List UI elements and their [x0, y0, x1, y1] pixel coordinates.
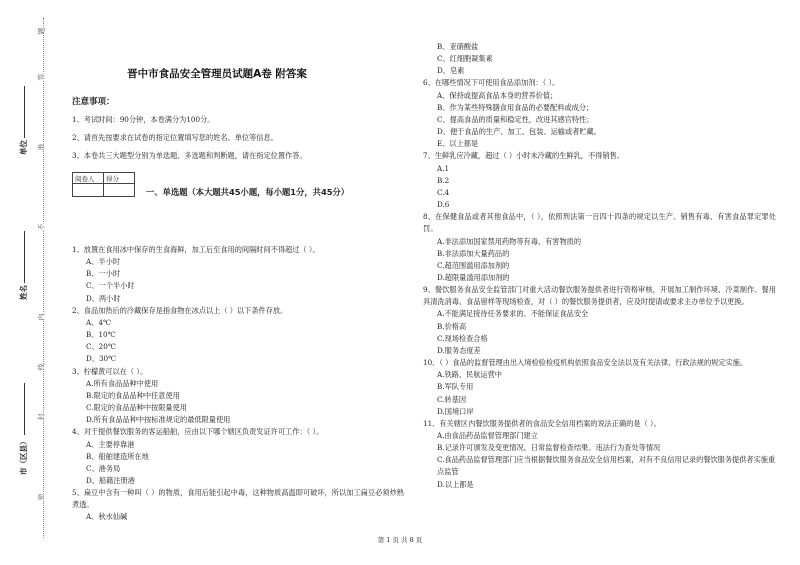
- answer-option[interactable]: B、10℃: [86, 330, 116, 340]
- answer-option[interactable]: A.1: [437, 163, 450, 173]
- unit-label: 单位: [19, 140, 28, 155]
- seal-char: 封: [37, 413, 46, 421]
- answer-option[interactable]: B.限定的食品品种中任意使用: [86, 390, 180, 400]
- answer-option[interactable]: D.6: [437, 200, 450, 210]
- score-cell[interactable]: [104, 184, 135, 197]
- right-column: [423, 41, 776, 491]
- answer-option[interactable]: D.服务态度差: [437, 345, 481, 355]
- binding-margin: [0, 0, 70, 565]
- answer-option[interactable]: D.国境口岸: [437, 406, 474, 416]
- notice-heading: 注意事项：: [72, 97, 115, 107]
- seal-char: 题: [37, 27, 46, 35]
- city-label: 市（区县）: [19, 437, 28, 475]
- notice-item: 3、本卷共三大题型分别为单选题、多选题和判断题，请在指定位置作答。: [72, 151, 307, 160]
- question-text: 3、柠檬黄可以在（ ）。: [72, 366, 148, 376]
- answer-option[interactable]: D、船籍注册港: [86, 475, 135, 485]
- city-field[interactable]: [18, 384, 29, 476]
- answer-option[interactable]: C.食品药品监督管理部门应当根据餐饮服务食品安全信用档案，对有不良信用记录的餐饮服务提供者实施重点监管: [437, 455, 776, 477]
- notice-item: 2、请首先按要求在试卷的指定位置填写您的姓名、单位等信息。: [72, 133, 278, 142]
- question-text: 10、（ ）食品的监督管理由出入境检验检疫机构依照食品安全法以及有关法律、行政法规的规定实施。: [423, 358, 748, 368]
- answer-option[interactable]: C、港务局: [86, 463, 121, 473]
- page-footer: 第 1 页 共 8 页: [377, 536, 423, 544]
- answer-option[interactable]: D、两小时: [86, 293, 121, 303]
- seal-char: 准: [37, 143, 46, 151]
- question-text: 1、放置在食用冰中保存的生食海鲜，加工后至食用的间隔时间不得超过（ ）。: [72, 245, 320, 254]
- unit-field[interactable]: [18, 86, 29, 155]
- answer-option[interactable]: C、20℃: [86, 342, 116, 352]
- question-text: 2、食品加热后的冷藏保存是指食物在冰点以上（ ）以下条件存放。: [72, 305, 288, 315]
- binding-line: [43, 18, 44, 538]
- answer-option[interactable]: A.非法添加国家禁用药物等有毒、有害物质的: [437, 236, 582, 246]
- notice-item: 1、考试时间：90分钟，本卷满分为100分。: [72, 115, 215, 124]
- answer-option[interactable]: B.2: [437, 175, 450, 185]
- answer-option[interactable]: D、皂素: [437, 66, 465, 76]
- question-text: 9、餐饮服务食品安全监管部门对重大活动餐饮服务提供者进行资格审核，开展加工制作环境、冷菜制作、餐用具清洗消毒、食品留样等现场检查，对（ ）的餐饮服务提供者，应及时提请或要求主办单位予以更换。: [423, 285, 776, 307]
- answer-option[interactable]: B.记录许可颁发及变更情况、日常监督检查结果、违法行为查处等情况: [437, 443, 661, 453]
- question-text: 5、扁豆中含有一种叫（ ）的物质，食用后能引起中毒，这种物质高温即可破坏，所以加工扁豆必须炒熟煮透。: [72, 488, 404, 510]
- score-table: [72, 172, 135, 197]
- answer-option[interactable]: C.现场检查合格: [437, 333, 488, 343]
- answer-option[interactable]: A、半小时: [86, 257, 120, 267]
- answer-option[interactable]: D、便于食品的生产、加工、包装、运输或者贮藏。: [437, 127, 601, 137]
- answer-option[interactable]: C.超范围滥用添加剂的: [437, 260, 510, 270]
- seal-char: 不: [37, 223, 46, 231]
- answer-option[interactable]: B.非法添加大量药品的: [437, 248, 510, 258]
- answer-option[interactable]: B、一小时: [86, 269, 121, 279]
- answer-option[interactable]: A、4℃: [86, 317, 111, 327]
- name-label: 姓名: [19, 285, 28, 300]
- answer-option[interactable]: C、红细胞凝集素: [437, 54, 493, 64]
- seal-char: 答: [37, 73, 46, 81]
- answer-option[interactable]: D.以上都是: [437, 479, 474, 489]
- question-text: 11、有关辖区内餐饮服务提供者的食品安全信用档案的说法正确的是（ ）。: [423, 418, 661, 428]
- seal-char: 线: [37, 363, 46, 371]
- page-title: 晋中市食品安全管理员试题A卷 附答案: [127, 68, 307, 80]
- answer-option[interactable]: B.军队专用: [437, 382, 474, 392]
- name-field[interactable]: [18, 231, 29, 300]
- answer-option[interactable]: A.铁路、民航运营中: [437, 370, 502, 380]
- answer-option[interactable]: C.限定的食品品种中按限量使用: [86, 403, 187, 413]
- answer-option[interactable]: B.价格高: [437, 321, 467, 331]
- answer-option[interactable]: B、船舶建造所在地: [86, 451, 149, 461]
- answer-option[interactable]: D.所有食品品种中按标准规定的最低限量使用: [86, 415, 231, 425]
- answer-option[interactable]: E、以上都是: [437, 139, 479, 149]
- seal-char: 密: [37, 493, 46, 501]
- answer-option[interactable]: C.4: [437, 187, 450, 197]
- answer-option[interactable]: A、秋水仙碱: [86, 512, 128, 522]
- answer-option[interactable]: A、保持或提高食品本身的营养价值；: [437, 90, 558, 100]
- question-text: 4、对于提供餐饮服务的客运船舶，应由以下哪个辖区负责发证许可工作：（ ）。: [72, 427, 324, 437]
- reviewer-header: 阅卷人: [73, 173, 104, 184]
- answer-option[interactable]: C.转基因: [437, 394, 467, 404]
- answer-option[interactable]: C、提高食品的质量和稳定性，改进其感官特性；: [437, 114, 594, 124]
- answer-option[interactable]: D、30℃: [86, 354, 117, 364]
- answer-option[interactable]: D.超限量滥用添加剂的: [437, 272, 510, 282]
- section-title: 一、单选题（本大题共45小题，每小题1分，共45分）: [146, 187, 350, 197]
- answer-option[interactable]: A.不能满足接待任务要求的、不能保证食品安全: [437, 309, 589, 319]
- score-header: 得分: [104, 173, 135, 184]
- seal-char: 内: [37, 313, 46, 321]
- question-text: 7、生鲜乳应冷藏，超过（ ）小时未冷藏的生鲜乳，不得销售。: [423, 151, 624, 161]
- answer-option[interactable]: B、亚硝酸盐: [437, 42, 479, 51]
- question-text: 6、在哪些情况下可使用食品添加剂：（ ）。: [423, 78, 560, 88]
- answer-option[interactable]: A.所有食品品种中使用: [86, 378, 159, 388]
- answer-option[interactable]: C、一个半小时: [86, 281, 135, 291]
- question-text: 8、在保健食品或者其他食品中，（ ），依照刑法第一百四十四条的规定以生产、销售有毒、有害食品罪定罪处罚。: [423, 212, 776, 234]
- answer-option[interactable]: A.由食品药品监督管理部门建立: [437, 431, 538, 440]
- answer-option[interactable]: A、主要停靠港: [86, 439, 135, 449]
- answer-option[interactable]: B、作为某些特殊膳食用食品的必要配料或成分；: [437, 102, 594, 112]
- left-column: [72, 244, 404, 524]
- reviewer-cell[interactable]: [73, 184, 104, 197]
